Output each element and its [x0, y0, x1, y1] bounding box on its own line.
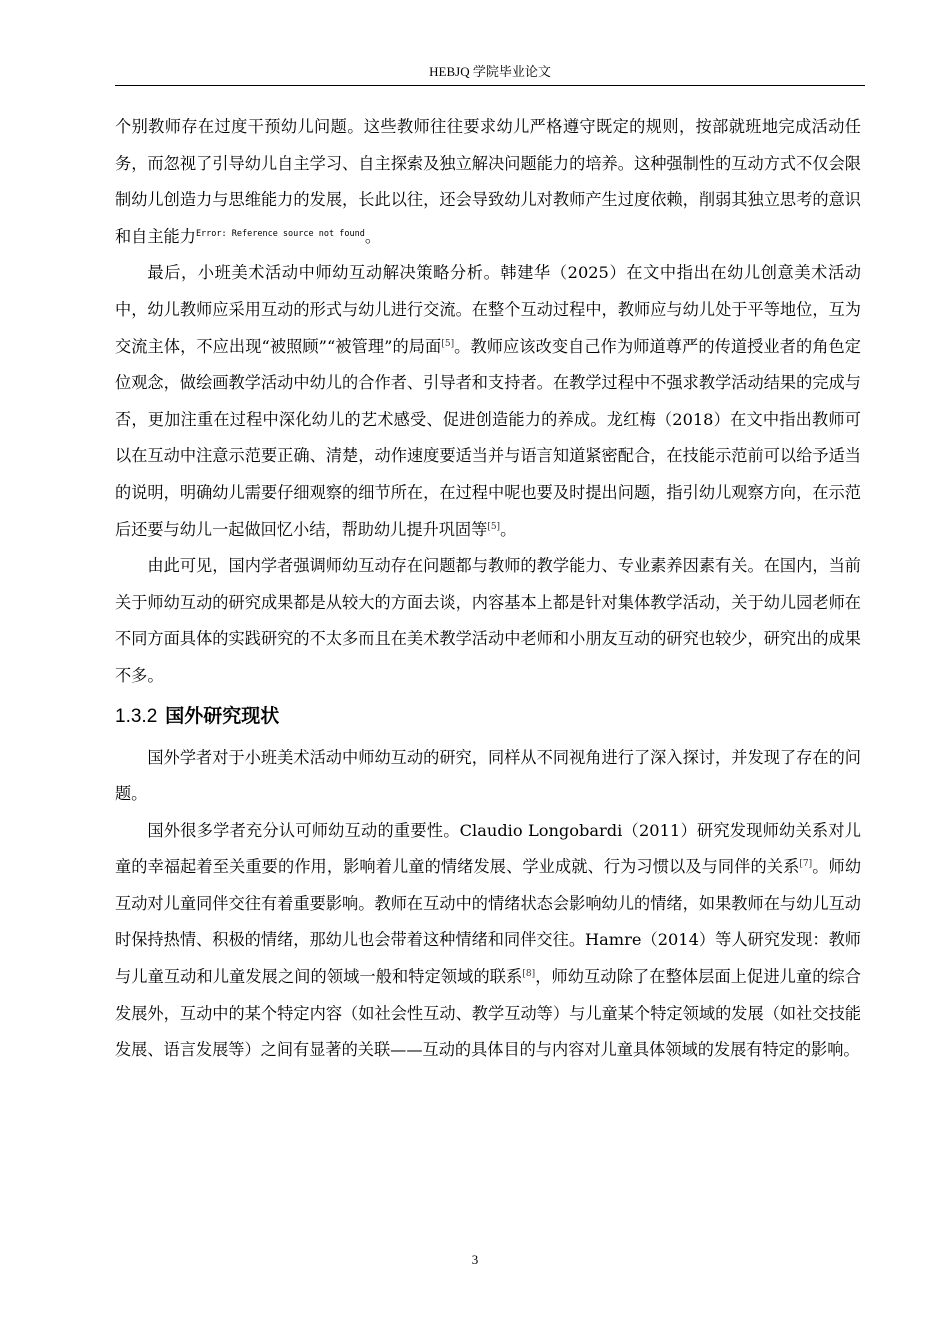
citation: [5] [441, 338, 455, 349]
section-heading [115, 699, 861, 734]
citation: [7] [799, 859, 813, 870]
paragraph-1: 个别教师存在过度干预幼儿问题。这些教师往往要求幼儿严格遵守既定的规则，按部就班地完成活动任务，而忽视了引导幼儿自主学习、自主探索及独立解决问题能力的培养。这种强制性的互动方式不仅会限制幼儿创造力与思维能力的发展，长此以往，还会导致幼儿对教师产生过度依赖，削弱其独立思考的意识和自主能力$^{Error: Reference source not found}$。 [115, 117, 861, 246]
reference-error: Error: Reference source not found [195, 228, 365, 239]
paragraph-3: 由此可见，国内学者强调师幼互动存在问题都与教师的教学能力、专业素养因素有关。在国内，当前关于师幼互动的研究成果都是从较大的方面去谈，内容基本上都是针对集体教学活动，关于幼儿园老师在不同方面具体的实践研究的不太多而且在美术教学活动中老师和小朋友互动的研究也较少，研究出的成果不多。 [115, 556, 861, 685]
paragraph-5: 国外很多学者充分认可师幼互动的重要性。Claudio Longobardi（2011）研究发现师幼关系对儿童的幸福起着至关重要的作用，影响着儿童的情绪发展、学业成就、行为习惯以及与同伴的关系[7]。师幼互动对儿童同伴交往有着重要影响。教师在互动中的情绪状态会影响幼儿的情绪，如果教师在与幼儿互动时保持热情、积极的情绪，那幼儿也会带着这种情绪和同伴交往。Hamre（2014）等人研究发现：教师与儿童互动和儿童发展之间的领域一般和特定领域的联系[8]，师幼互动除了在整体层面上促进儿童的综合发展外，互动中的某个特定内容（如社会性互动、教学互动等）与儿童某个特定领域的发展（如社交技能发展、语言发展等）之间有显著的关联——互动的具体目的与内容对儿童具体领域的发展有特定的影响。 [115, 820, 862, 1060]
paragraph-2: 最后，小班美术活动中师幼互动解决策略分析。韩建华（2025）在文中指出在幼儿创意美术活动中，幼儿教师应采用互动的形式与幼儿进行交流。在整个互动过程中，教师应与幼儿处于平等地位，互为交流主体，不应出现“被照顾”“被管理”的局面[5]。教师应该改变自己作为师道尊严的传道授业者的角色定位观念，做绘画教学活动中幼儿的合作者、引导者和支持者。在教学过程中不强求教学活动结果的完成与否，更加注重在过程中深化幼儿的艺术感受、促进创造能力的养成。龙红梅（2018）在文中指出教师可以在互动中注意示范要正确、清楚，动作速度要适当并与语言知道紧密配合，在技能示范前可以给予适当的说明，明确幼儿需要仔细观察的细节所在，在过程中呢也要及时提出问题，指引幼儿观察方向，在示范后还要与幼儿一起做回忆小结，帮助幼儿提升巩固等[5]。 [115, 263, 861, 539]
citation: [5] [487, 521, 501, 532]
section-number: 1.3.2 [115, 705, 158, 727]
running-header: HEBJQ 学院毕业论文 [429, 64, 551, 79]
page-number: 3 [471, 1252, 479, 1267]
header-rule [115, 85, 865, 86]
section-title: 国外研究现状 [165, 704, 280, 727]
citation: [8] [522, 969, 536, 980]
body-text [115, 109, 861, 1069]
paragraph-4: 国外学者对于小班美术活动中师幼互动的研究，同样从不同视角进行了深入探讨，并发现了存在的问题。 [115, 747, 861, 804]
